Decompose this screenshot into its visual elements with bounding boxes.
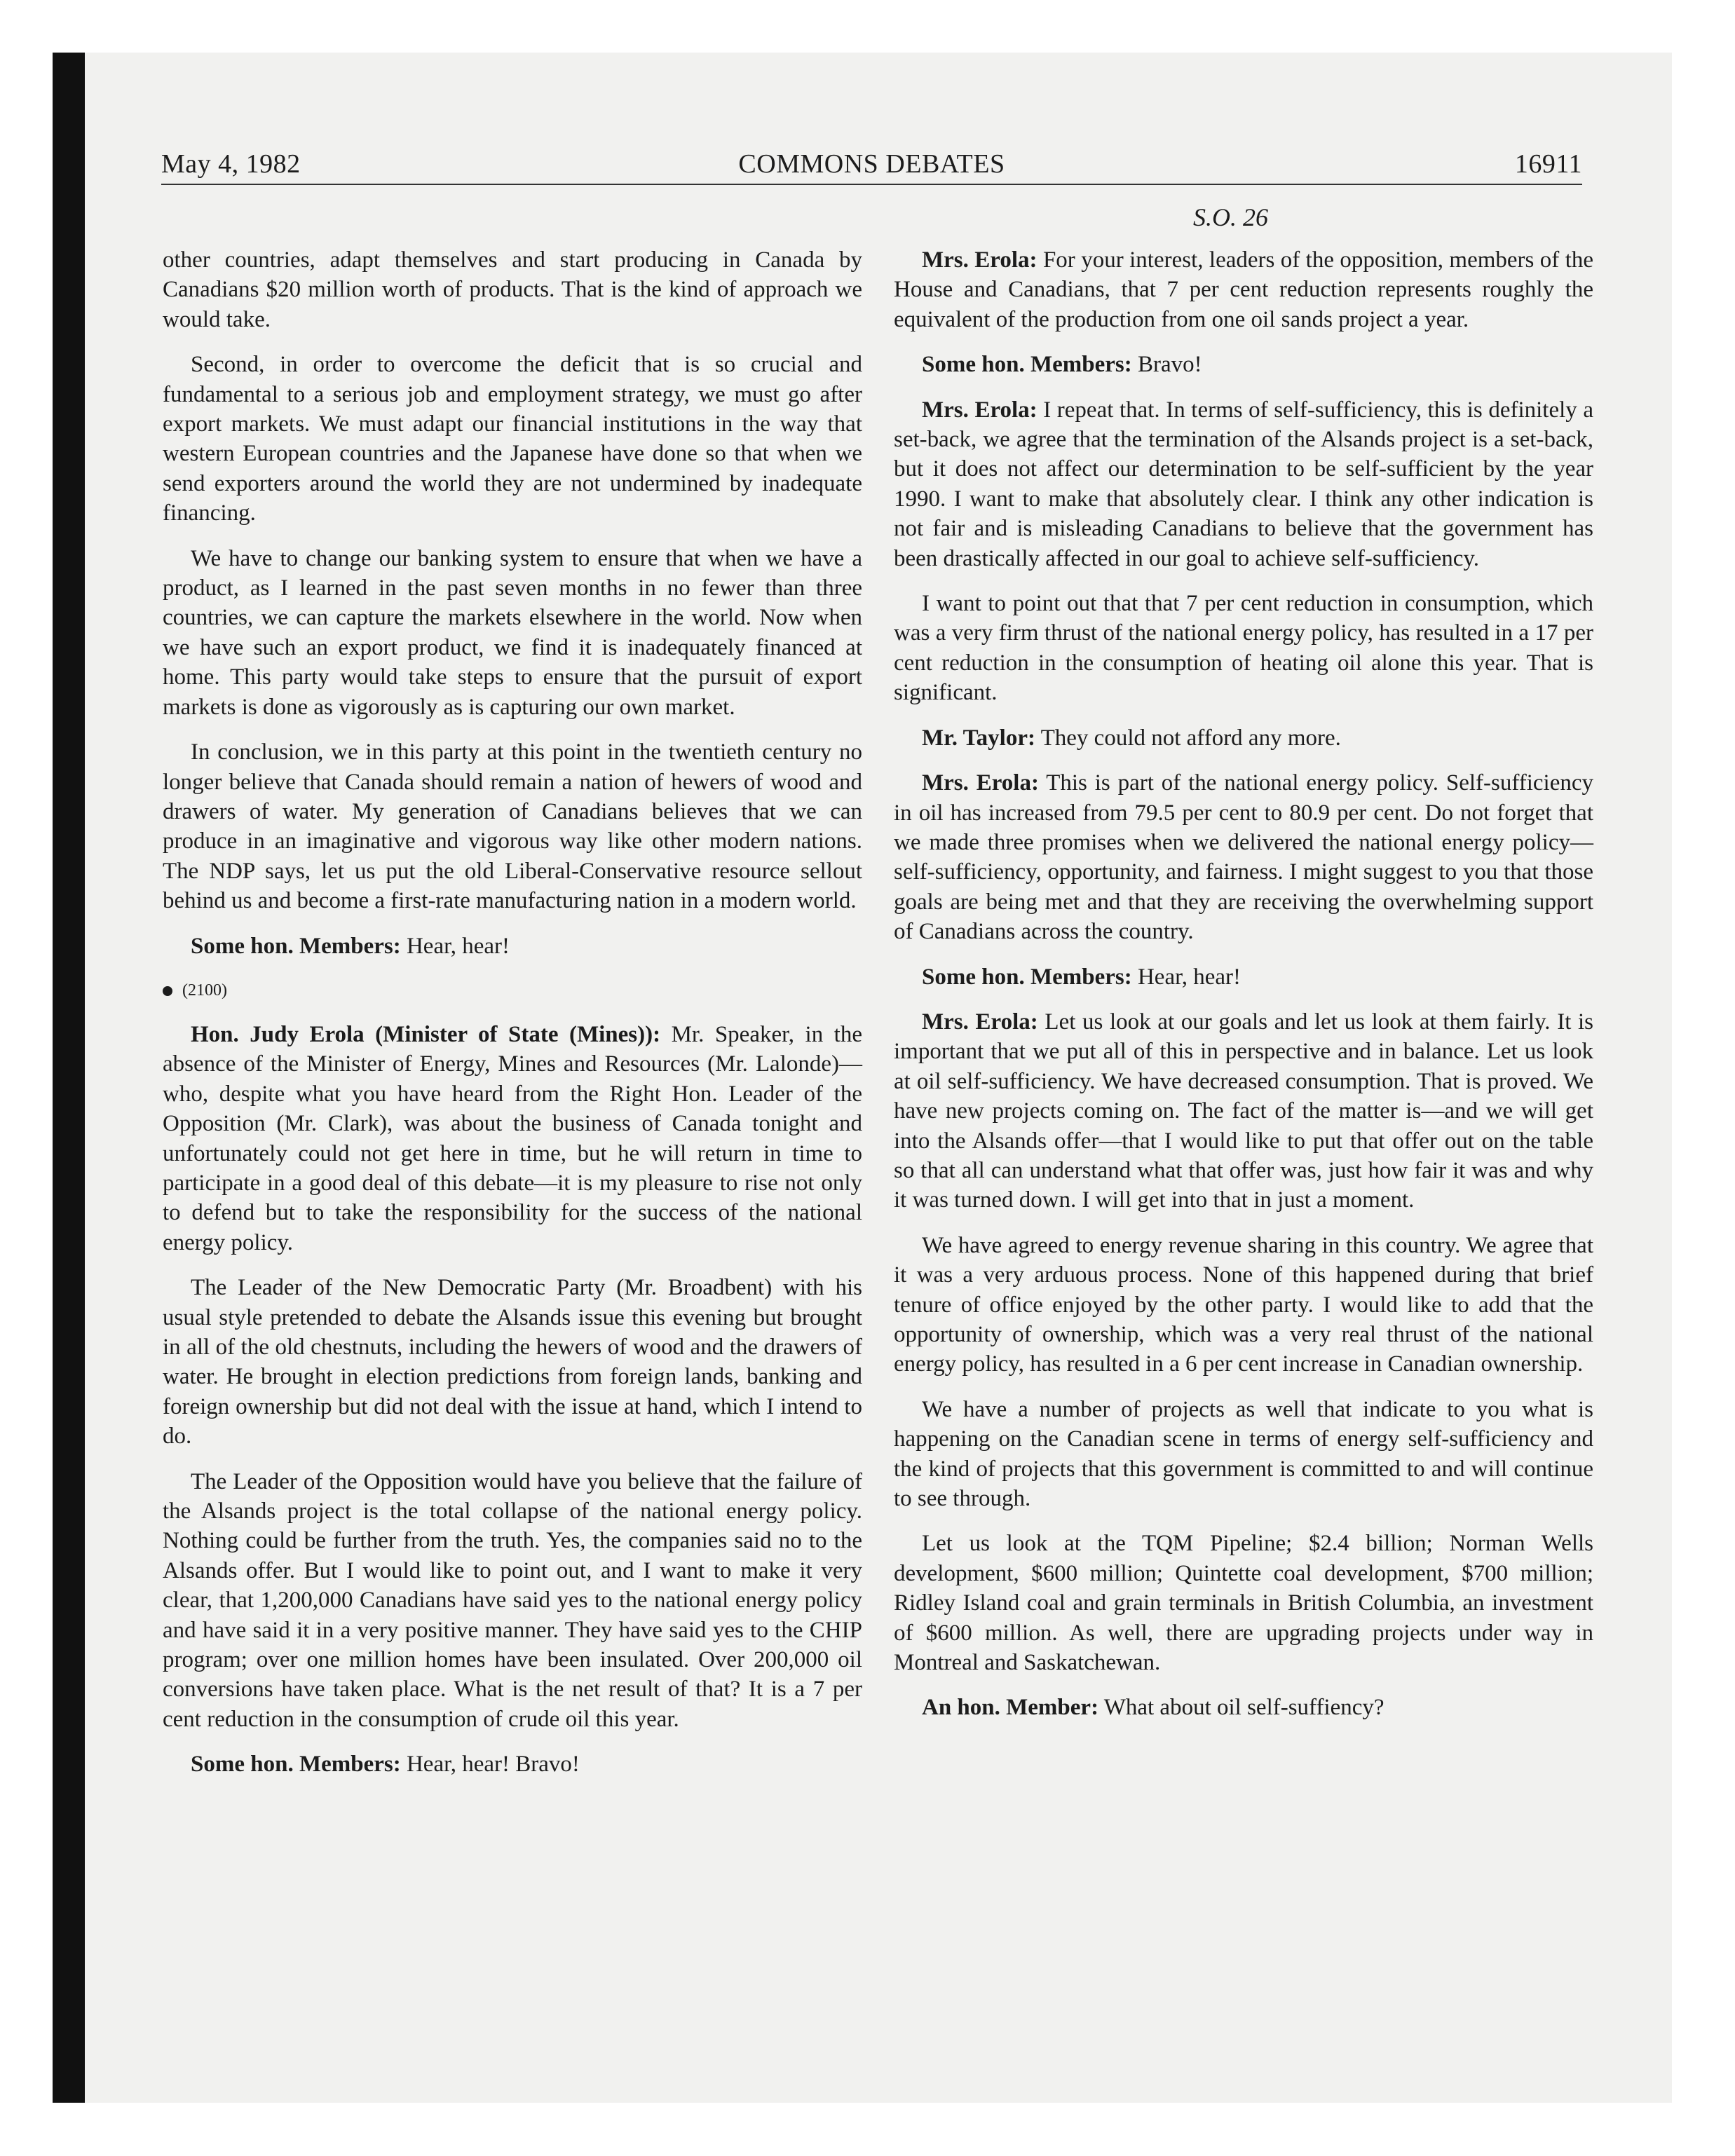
paragraph-text: The Leader of the Opposition would have you believe that the failure of the Alsands project is the total collapse of the national energy policy. Nothing could be further from the truth. Yes, the companies said no to the Alsands offer. But I would like to point out, and I want to make it very clear, that 1,200,000 Canadians have said yes to the national energy policy and have said it in a very positive manner. They have said yes to the CHIP program; over one million homes have been insulated. Over 200,000 oil conversions have taken place. What is the net result of that? It is a 7 per cent reduction in the consumption of crude oil this year. [163, 1468, 862, 1732]
speech-paragraph [894, 395, 1593, 573]
paragraph-text: Let us look at our goals and let us look at them fairly. It is important that we put all of this in perspective and in balance. Let us look at oil self-sufficiency. We have decreased consumption. That is proved. We have new projects coming on. The fact of the matter is—and we will get into the Alsands offer—that I would like to put that offer out on the table so that all can understand what that offer was, just how fair it was and why it was turned down. I will get into that in just a moment. [894, 1009, 1594, 1213]
header-page-number: 16911 [1514, 149, 1582, 179]
paragraph-text: Hear, hear! [406, 933, 510, 959]
binding-edge [53, 53, 85, 2103]
speaker-name: Some hon. Members: [922, 964, 1132, 990]
speech-paragraph [894, 768, 1593, 946]
time-marker-text: (2100) [182, 981, 227, 999]
speech-paragraph [894, 1693, 1593, 1722]
speech-paragraph [163, 932, 862, 961]
paragraph-text: We have to change our banking system to ensure that when we have a product, as I learned in the past seven months in no fewer than three countries, we can capture the markets elsewhere in the world. Now when we have such an export product, we find it is inadequately financed at home. This party would take steps to ensure that the pursuit of export markets is done as vigorously as is capturing our own market. [163, 545, 862, 720]
paragraph [894, 1231, 1593, 1379]
speech-paragraph [163, 1020, 862, 1257]
bullet-icon [163, 986, 172, 996]
header-rule [161, 184, 1582, 185]
paragraph [163, 1273, 862, 1451]
speaker-name: Mrs. Erola: [922, 770, 1039, 796]
paragraph-text: Bravo! [1137, 352, 1202, 378]
paragraph-text: Hear, hear! Bravo! [406, 1752, 580, 1778]
paragraph-text: What about oil self-suffiency? [1103, 1695, 1384, 1721]
paragraph-text: other countries, adapt themselves and start producing in Canada by Canadians $20 million worth of products. That is the kind of approach we would take. [163, 247, 862, 332]
paragraph-text: We have agreed to energy revenue sharing in this country. We agree that it was a very arduous process. None of this happened during that brief tenure of office enjoyed by the other party. I would like to add that the opportunity of ownership, which was a very real thrust of the national energy policy, has resulted in a 6 per cent increase in Canadian ownership. [894, 1232, 1593, 1377]
paragraph-text: The Leader of the New Democratic Party (Mr. Broadbent) with his usual style pretended to debate the Alsands issue this evening but brought in all of the old chestnuts, including the hewers of wood and the drawers of water. He brought in election predictions from foreign lands, banking and foreign ownership but did not deal with the issue at hand, which I intend to do. [163, 1275, 862, 1449]
speaker-name: Mrs. Erola: [922, 397, 1037, 423]
speech-paragraph [894, 350, 1593, 379]
paragraph [894, 1529, 1593, 1677]
speaker-name: Some hon. Members: [191, 933, 401, 959]
section-tag: S.O. 26 [1193, 203, 1268, 231]
paragraph [163, 544, 862, 722]
paragraph-text: Hear, hear! [1137, 964, 1241, 990]
speech-paragraph [163, 1749, 862, 1779]
speaker-name: Some hon. Members: [922, 352, 1132, 378]
header-date: May 4, 1982 [161, 149, 301, 179]
speaker-name: Some hon. Members: [191, 1752, 401, 1778]
speaker-name: Mr. Taylor: [922, 725, 1035, 751]
speaker-name: Mrs. Erola: [922, 1009, 1038, 1035]
paragraph-text: I want to point out that that 7 per cent reduction in consumption, which was a very firm thrust of the national energy policy, has resulted in a 17 per cent reduction in the consumption of heating oil alone this year. That is significant. [894, 591, 1593, 706]
paragraph-text: Let us look at the TQM Pipeline; $2.4 billion; Norman Wells development, $600 million; Quintette coal development, $700 million; Ridley Island coal and grain terminals in British Columbia, an investment of $600 million. As well, there are upgrading projects under way in Montreal and Saskatchewan. [894, 1531, 1593, 1676]
paragraph [894, 1395, 1593, 1514]
paragraph-text: Mr. Speaker, in the absence of the Minister of Energy, Mines and Resources (Mr. Lalonde)—who, despite what you have heard from the Right Hon. Leader of the Opposition (Mr. Clark), was about the business of Canada tonight and unfortunately could not get here in time, but he will return in time to participate in a good deal of this debate—it is my pleasure to rise not only to defend but to take the responsibility for the success of the national energy policy. [163, 1021, 862, 1255]
paragraph-text: For your interest, leaders of the opposition, members of the House and Canadians, that 7 per cent reduction represents roughly the equivalent of the production from one oil sands project a year. [894, 247, 1594, 332]
paragraph-text: In conclusion, we in this party at this point in the twentieth century no longer believe that Canada should remain a nation of hewers of wood and drawers of water. My generation of Canadians believes that we can produce in an imaginative and vigorous way like other modern nations. The NDP says, let us put the old Liberal-Conservative resource sellout behind us and become a first-rate manufacturing nation in a modern world. [163, 739, 862, 914]
time-marker [163, 976, 862, 1004]
speech-paragraph [894, 723, 1593, 753]
speaker-name: An hon. Member: [922, 1695, 1099, 1721]
paragraph-text: This is part of the national energy policy. Self-sufficiency in oil has increased from 79.5 per cent to 80.9 per cent. Do not forget that we made three promises when we delivered the national energy policy—self-sufficiency, opportunity, and fairness. I might suggest to you that those goals are being met and that they are receiving the overwhelming support of Canadians across the country. [894, 770, 1594, 945]
paragraph-text: They could not afford any more. [1040, 725, 1341, 751]
right-column [894, 245, 1593, 1738]
paragraph-text: I repeat that. In terms of self-sufficiency, this is definitely a set-back, we agree that the termination of the Alsands project is a set-back, but it does not affect our determination to be self-sufficient by the year 1990. I want to make that absolutely clear. I think any other indication is not fair and is misleading Canadians to believe that the government has been drastically affected in our goal to achieve self-sufficiency. [894, 397, 1594, 571]
paragraph [894, 589, 1593, 708]
paragraph-text: We have a number of projects as well that indicate to you what is happening on the Canadian scene in terms of energy self-sufficiency and the kind of projects that this government is committed to and will continue to see through. [894, 1396, 1593, 1512]
paragraph [163, 350, 862, 528]
speaker-name: Hon. Judy Erola (Minister of State (Mines)): [191, 1021, 661, 1047]
speech-paragraph [894, 1007, 1593, 1215]
left-column [163, 245, 862, 1795]
speaker-name: Mrs. Erola: [922, 247, 1037, 273]
header-publication: COMMONS DEBATES [738, 149, 1005, 179]
paragraph [163, 245, 862, 334]
paragraph [163, 1467, 862, 1735]
speech-paragraph [894, 245, 1593, 334]
paragraph-text: Second, in order to overcome the deficit that is so crucial and fundamental to a serious job and employment strategy, we must go after export markets. We must adapt our financial institutions in the way that western European countries and the Japanese have done so that when we send exporters around the world they are not undermined by inadequate financing. [163, 352, 862, 526]
paragraph [163, 737, 862, 915]
speech-paragraph [894, 962, 1593, 992]
